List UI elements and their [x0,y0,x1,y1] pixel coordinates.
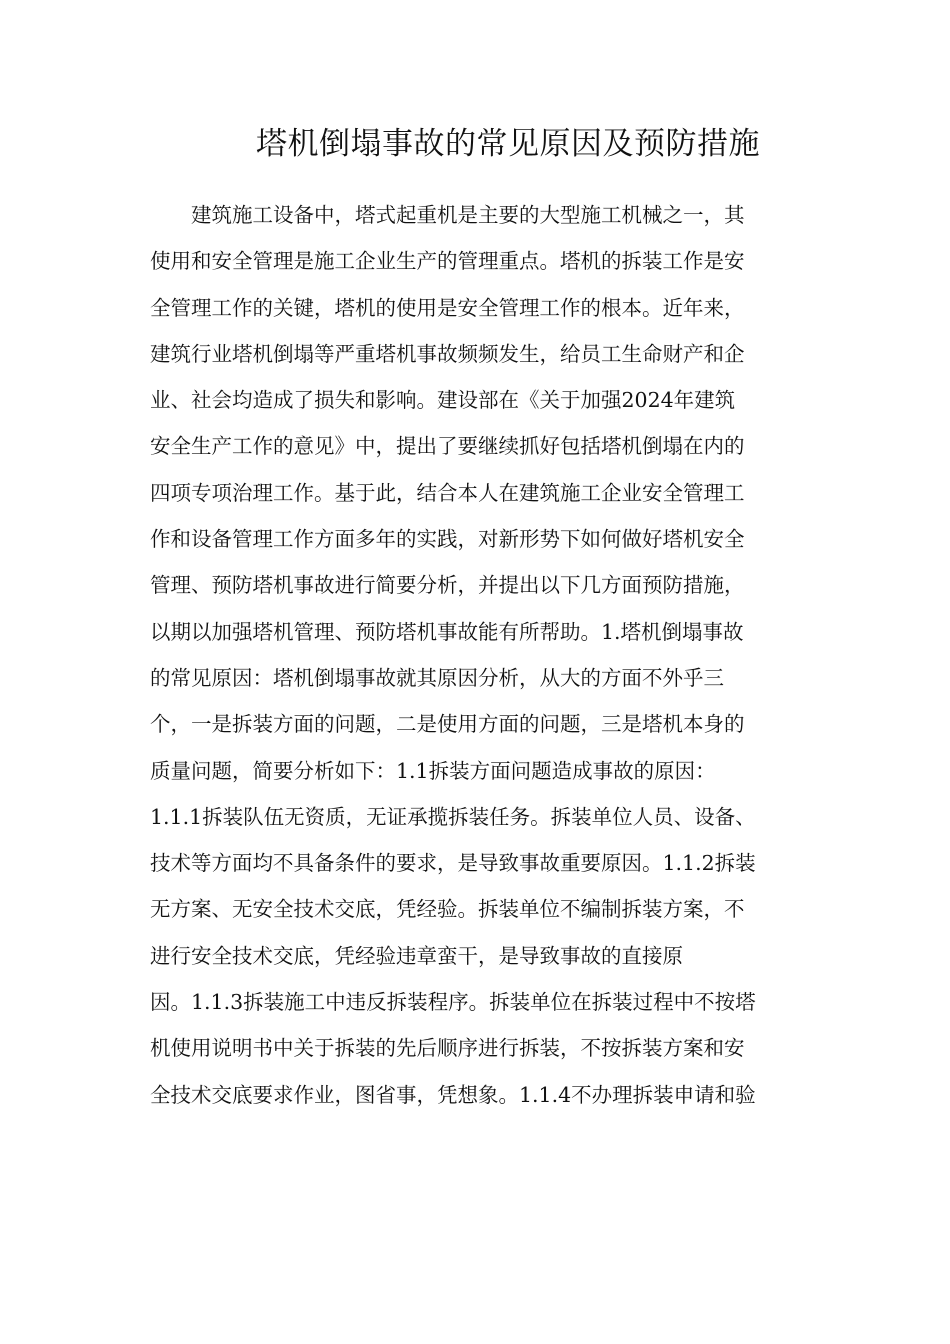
text-line: 以期以加强塔机管理、预防塔机事故能有所帮助。1.塔机倒塌事故 [150,619,744,644]
text-line: 进行安全技术交底，凭经验违章蛮干，是导致事故的直接原 [150,943,683,968]
text-line: 使用和安全管理是施工企业生产的管理重点。塔机的拆装工作是安 [150,249,745,274]
body-paragraph [150,192,810,1118]
text-line: 技术等方面均不具备条件的要求，是导致事故重要原因。1.1.2拆装 [150,851,756,876]
text-line: 安全生产工作的意见》中，提出了要继续抓好包括塔机倒塌在内的 [150,434,745,459]
text-line: 建筑行业塔机倒塌等严重塔机事故频频发生，给员工生命财产和企 [150,341,745,366]
text-line: 质量问题，简要分析如下：1.1拆装方面问题造成事故的原因： [150,758,716,783]
text-line: 业、社会均造成了损失和影响。建设部在《关于加强2024年建筑 [150,388,736,413]
text-line: 全技术交底要求作业，图省事，凭想象。1.1.4不办理拆装申请和验 [150,1082,756,1107]
text-line: 建筑施工设备中，塔式起重机是主要的大型施工机械之一，其 [191,203,745,227]
text-line: 作和设备管理工作方面多年的实践，对新形势下如何做好塔机安全 [150,527,745,552]
text-line: 四项专项治理工作。基于此，结合本人在建筑施工企业安全管理工 [150,480,745,505]
text-line: 全管理工作的关键，塔机的使用是安全管理工作的根本。近年来， [150,295,745,320]
text-line: 无方案、无安全技术交底，凭经验。拆装单位不编制拆装方案，不 [150,897,745,922]
text-line: 1.1.1拆装队伍无资质，无证承揽拆装任务。拆装单位人员、设备、 [150,804,756,829]
text-line: 个，一是拆装方面的问题，二是使用方面的问题，三是塔机本身的 [150,712,745,737]
page-title: 塔机倒塌事故的常见原因及预防措施 [256,126,760,162]
text-line: 机使用说明书中关于拆装的先后顺序进行拆装，不按拆装方案和安 [150,1036,745,1061]
text-line: 管理、预防塔机事故进行简要分析，并提出以下几方面预防措施， [150,573,745,598]
text-line: 的常见原因：塔机倒塌事故就其原因分析，从大的方面不外乎三 [150,665,724,690]
text-line: 因。1.1.3拆装施工中违反拆装程序。拆装单位在拆装过程中不按塔 [150,990,756,1015]
